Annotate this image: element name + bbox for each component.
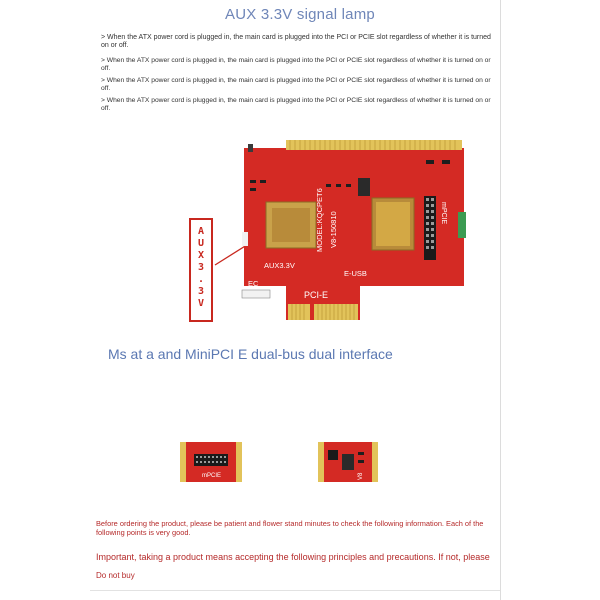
bullet-item: > When the ATX power cord is plugged in, the main card is plugged into the PCI or PCIE slot regardless of whether it is turned on or off. (101, 97, 491, 112)
notice-text: Before ordering the product, please be patient and flower stand minutes to check the following information. Each of the following points is very good. (96, 519, 484, 537)
aux-letter: V (197, 298, 205, 309)
bullet-item: > When the ATX power cord is plugged in, the main card is plugged into the PCI or PCIE slot regardless of whether it is turned on or off. (101, 57, 491, 72)
aux-letter: . (197, 274, 205, 285)
pcie-silk-text: PCI-E (304, 290, 329, 300)
pci-gold-fingers (286, 140, 462, 150)
aux-letter: A (197, 226, 205, 237)
mpcie-silk-text: mPCIE (440, 202, 447, 225)
page-divider-line (500, 0, 501, 600)
bullet-list (101, 34, 493, 118)
pcie-gold-fingers (288, 304, 358, 320)
bottom-divider (90, 590, 500, 591)
mini-right-label: V8 (358, 472, 364, 480)
pci-diagnostic-card-image (186, 140, 466, 326)
warning-text: Important, taking a product means accepting the following principles and precautions. If not, please (96, 552, 490, 562)
corner-post (248, 144, 253, 152)
ec-silk-text: EC (248, 279, 259, 288)
aux-silk-text: AUX3.3V (264, 261, 295, 270)
chip-left-die (272, 208, 310, 242)
section-heading: Ms at a and MiniPCI E dual-bus dual interface (108, 346, 393, 362)
do-not-buy-text: Do not buy (96, 571, 135, 580)
mini-pcie-card-left (180, 440, 242, 484)
version-text: V8-150810 (329, 211, 338, 248)
bullet-item: > When the ATX power cord is plugged in, the main card is plugged into the PCI or PCIE slot regardless of whether it is turned on or off. (101, 77, 491, 92)
usb-silk-text: E-USB (344, 269, 367, 278)
model-text: MODEL:KQCPET6 (315, 188, 324, 252)
pin-header (424, 196, 436, 260)
7seg-display (358, 178, 370, 196)
mini-pcie-card-right (318, 440, 378, 484)
aux-lamp (242, 232, 248, 246)
aux-letter: 3 (197, 286, 205, 297)
chip-right-die (376, 202, 410, 246)
ec-connector (242, 290, 270, 298)
side-connector (458, 212, 466, 238)
aux-letter: X (197, 250, 205, 261)
bullet-item: > When the ATX power cord is plugged in, the main card is plugged into the PCI or PCIE slot regardless of whether it is turned on or off. (101, 34, 491, 49)
aux-letter: U (197, 238, 205, 249)
aux-letter: 3 (197, 262, 205, 273)
mini-left-label: mPCIE (202, 473, 222, 479)
page-title: AUX 3.3V signal lamp (225, 6, 375, 23)
